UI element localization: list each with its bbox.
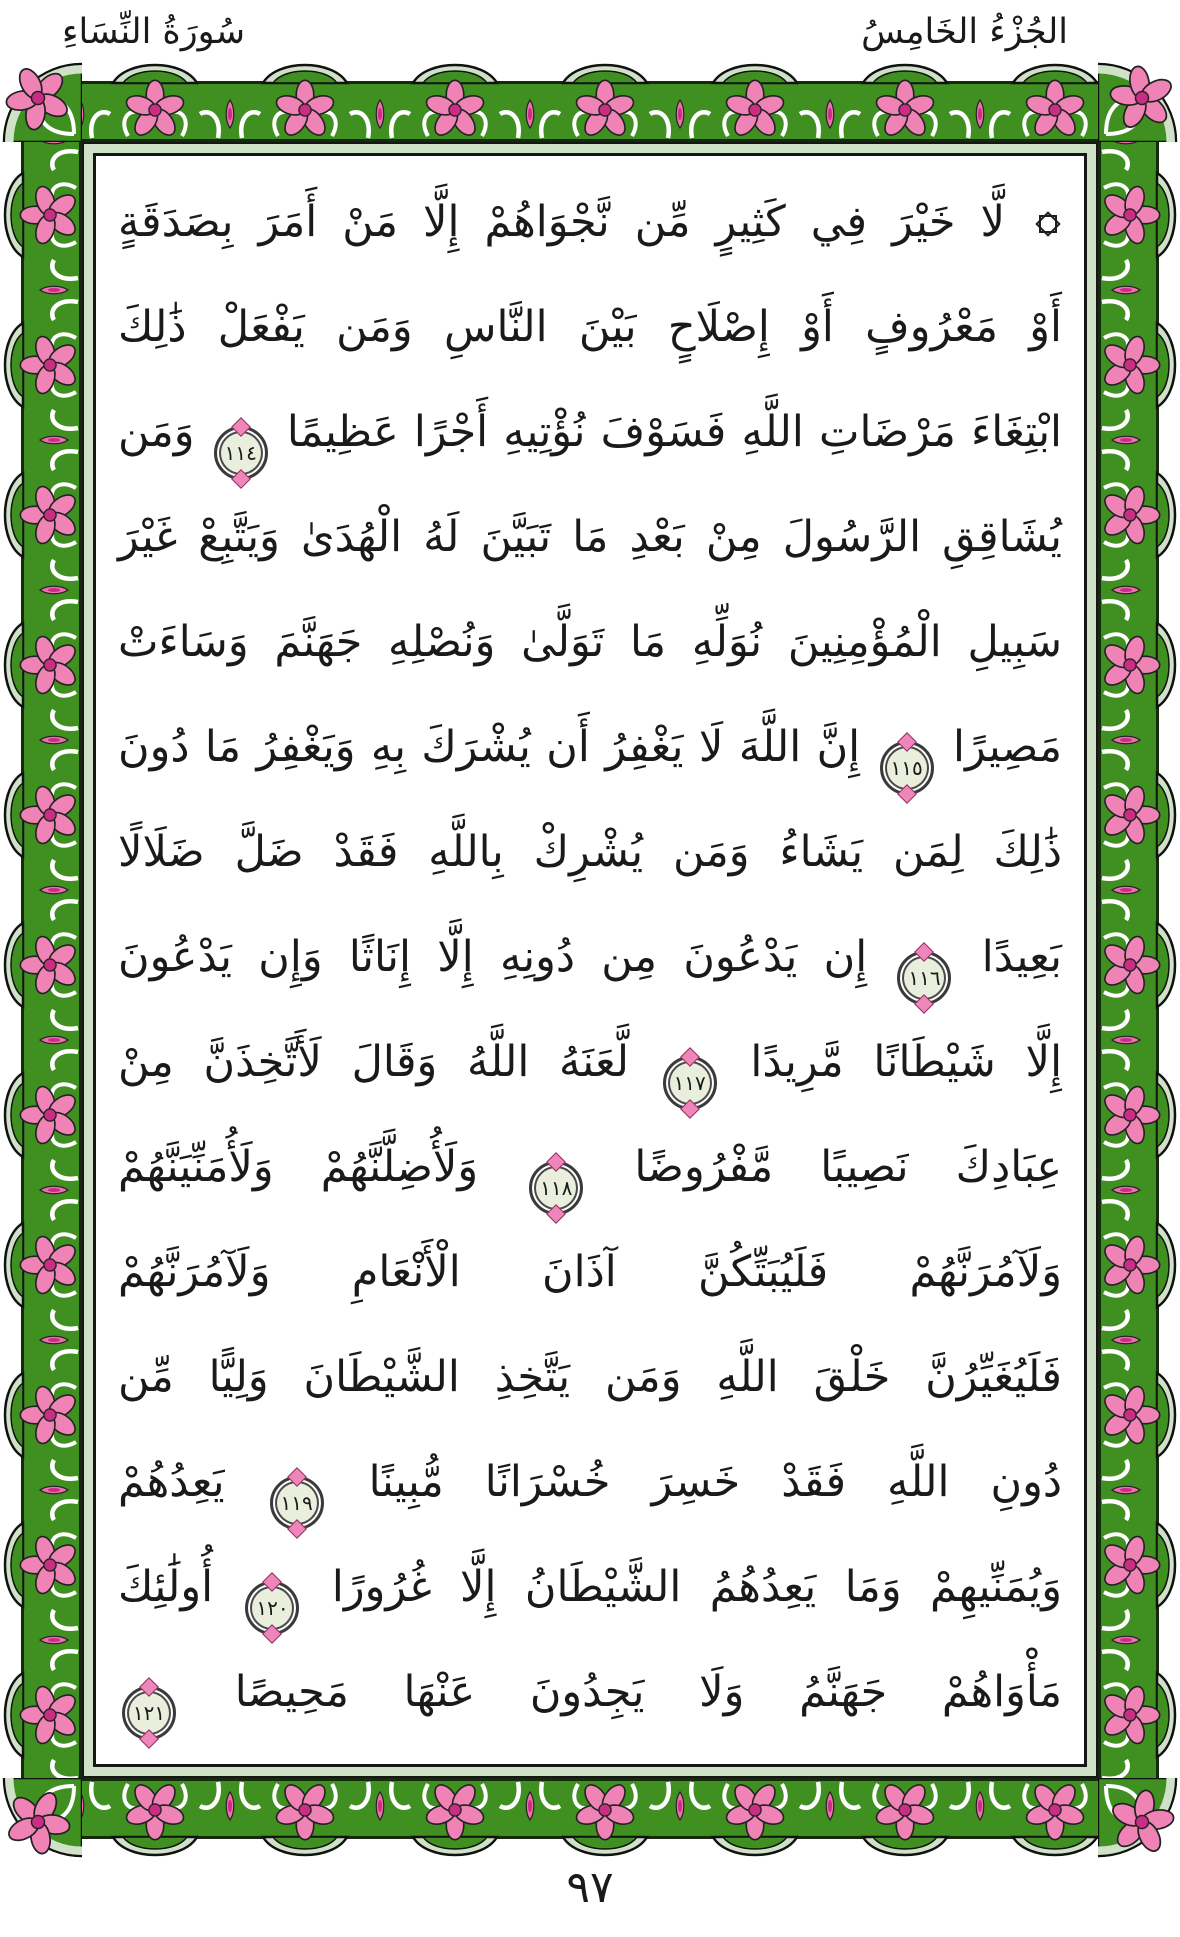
verse-text: وَيُمَنِّيهِمْ وَمَا يَعِدُهُمُ الشَّيْطَانُ إِلَّا غُرُورًا [331,1562,1063,1612]
inner-frame [82,142,1098,1778]
quran-line [118,590,1062,695]
quran-line [118,905,1062,1010]
rub-el-hizb-icon [1034,210,1062,238]
ayah-number-medallion: ١١٤ [214,426,268,480]
surah-title: سُورَةُ النِّسَاءِ [62,12,246,52]
border-corner-top-left [2,62,82,142]
border-bottom [80,1778,1100,1858]
verse-text: يَعِدُهُمْ [118,1457,225,1507]
verse-text: مَأْوَاهُمْ جَهَنَّمُ وَلَا يَجِدُونَ عَنْهَا مَحِيصًا [234,1667,1062,1717]
border-left [2,140,82,1778]
ayah-number-medallion: ١١٨ [529,1161,583,1215]
ayah-number-medallion: ١١٧ [663,1056,717,1110]
verse-text: لَّا خَيْرَ فِي كَثِيرٍ مِّن نَّجْوَاهُمْ إِلَّا مَنْ أَمَرَ بِصَدَقَةٍ [118,197,1005,247]
quran-line [118,1010,1062,1115]
quran-line [118,1115,1062,1220]
ayah-number-medallion: ١١٩ [270,1476,324,1530]
page-header [62,2,1068,62]
verse-text: إِن يَدْعُونَ مِن دُونِهِ إِلَّا إِنَاثًا وَإِن يَدْعُونَ [118,932,868,982]
juz-title: الجُزْءُ الخَامِسُ [861,12,1068,52]
quran-line [118,380,1062,485]
verse-text: مَصِيرًا [953,722,1062,772]
quran-line [118,275,1062,380]
border-top [80,62,1100,142]
verse-text: ذَٰلِكَ لِمَن يَشَاءُ وَمَن يُشْرِكْ بِاللَّهِ فَقَدْ ضَلَّ ضَلَالًا [118,827,1062,877]
quran-line [118,1640,1062,1745]
verse-text: أَوْ مَعْرُوفٍ أَوْ إِصْلَاحٍ بَيْنَ النَّاسِ وَمَن يَفْعَلْ ذَٰلِكَ [118,302,1062,352]
verse-text: لَّعَنَهُ اللَّهُ وَقَالَ لَأَتَّخِذَنَّ مِنْ [118,1037,629,1087]
verse-text: إِنَّ اللَّهَ لَا يَغْفِرُ أَن يُشْرَكَ بِهِ وَيَغْفِرُ مَا دُونَ [118,722,861,772]
quran-line [118,1220,1062,1325]
verse-text: فَلَيُغَيِّرُنَّ خَلْقَ اللَّهِ وَمَن يَتَّخِذِ الشَّيْطَانَ وَلِيًّا مِّن [118,1352,1062,1402]
quran-line [118,1430,1062,1535]
verse-text: بَعِيدًا [981,932,1063,982]
quran-line [118,1325,1062,1430]
verse-text: إِلَّا شَيْطَانًا مَّرِيدًا [750,1037,1063,1087]
quran-line [118,170,1062,275]
ayah-number-medallion: ١٢١ [122,1686,176,1740]
border-corner-bottom-right [1098,1778,1178,1858]
quran-line [118,695,1062,800]
quran-line [118,485,1062,590]
verse-text: وَمَن [118,407,195,457]
ayah-number-medallion: ١١٥ [880,741,934,795]
verse-text: وَلَأُضِلَّنَّهُمْ وَلَأُمَنِّيَنَّهُمْ [118,1142,479,1192]
verse-text: عِبَادِكَ نَصِيبًا مَّفْرُوضًا [634,1142,1062,1192]
verse-text: سَبِيلِ الْمُؤْمِنِينَ نُوَلِّهِ مَا تَوَلَّىٰ وَنُصْلِهِ جَهَنَّمَ وَسَاءَتْ [118,617,1062,667]
page-number: ٩٧ [566,1862,614,1913]
quran-line [118,800,1062,905]
verse-text: أُولَٰئِكَ [118,1562,214,1612]
border-corner-bottom-left [2,1778,82,1858]
verse-text: يُشَاقِقِ الرَّسُولَ مِنْ بَعْدِ مَا تَبَيَّنَ لَهُ الْهُدَىٰ وَيَتَّبِعْ غَيْرَ [118,512,1062,562]
quran-text-area [96,156,1084,1764]
verse-text: ابْتِغَاءَ مَرْضَاتِ اللَّهِ فَسَوْفَ نُؤْتِيهِ أَجْرًا عَظِيمًا [286,407,1062,457]
border-corner-top-right [1098,62,1178,142]
verse-text: دُونِ اللَّهِ فَقَدْ خَسِرَ خُسْرَانًا مُّبِينًا [368,1457,1062,1507]
verse-text: وَلَآمُرَنَّهُمْ فَلَيُبَتِّكُنَّ آذَانَ الْأَنْعَامِ وَلَآمُرَنَّهُمْ [118,1247,1062,1297]
ayah-number-medallion: ١١٦ [897,951,951,1005]
border-right [1098,140,1178,1778]
ayah-number-medallion: ١٢٠ [245,1581,299,1635]
quran-line [118,1535,1062,1640]
